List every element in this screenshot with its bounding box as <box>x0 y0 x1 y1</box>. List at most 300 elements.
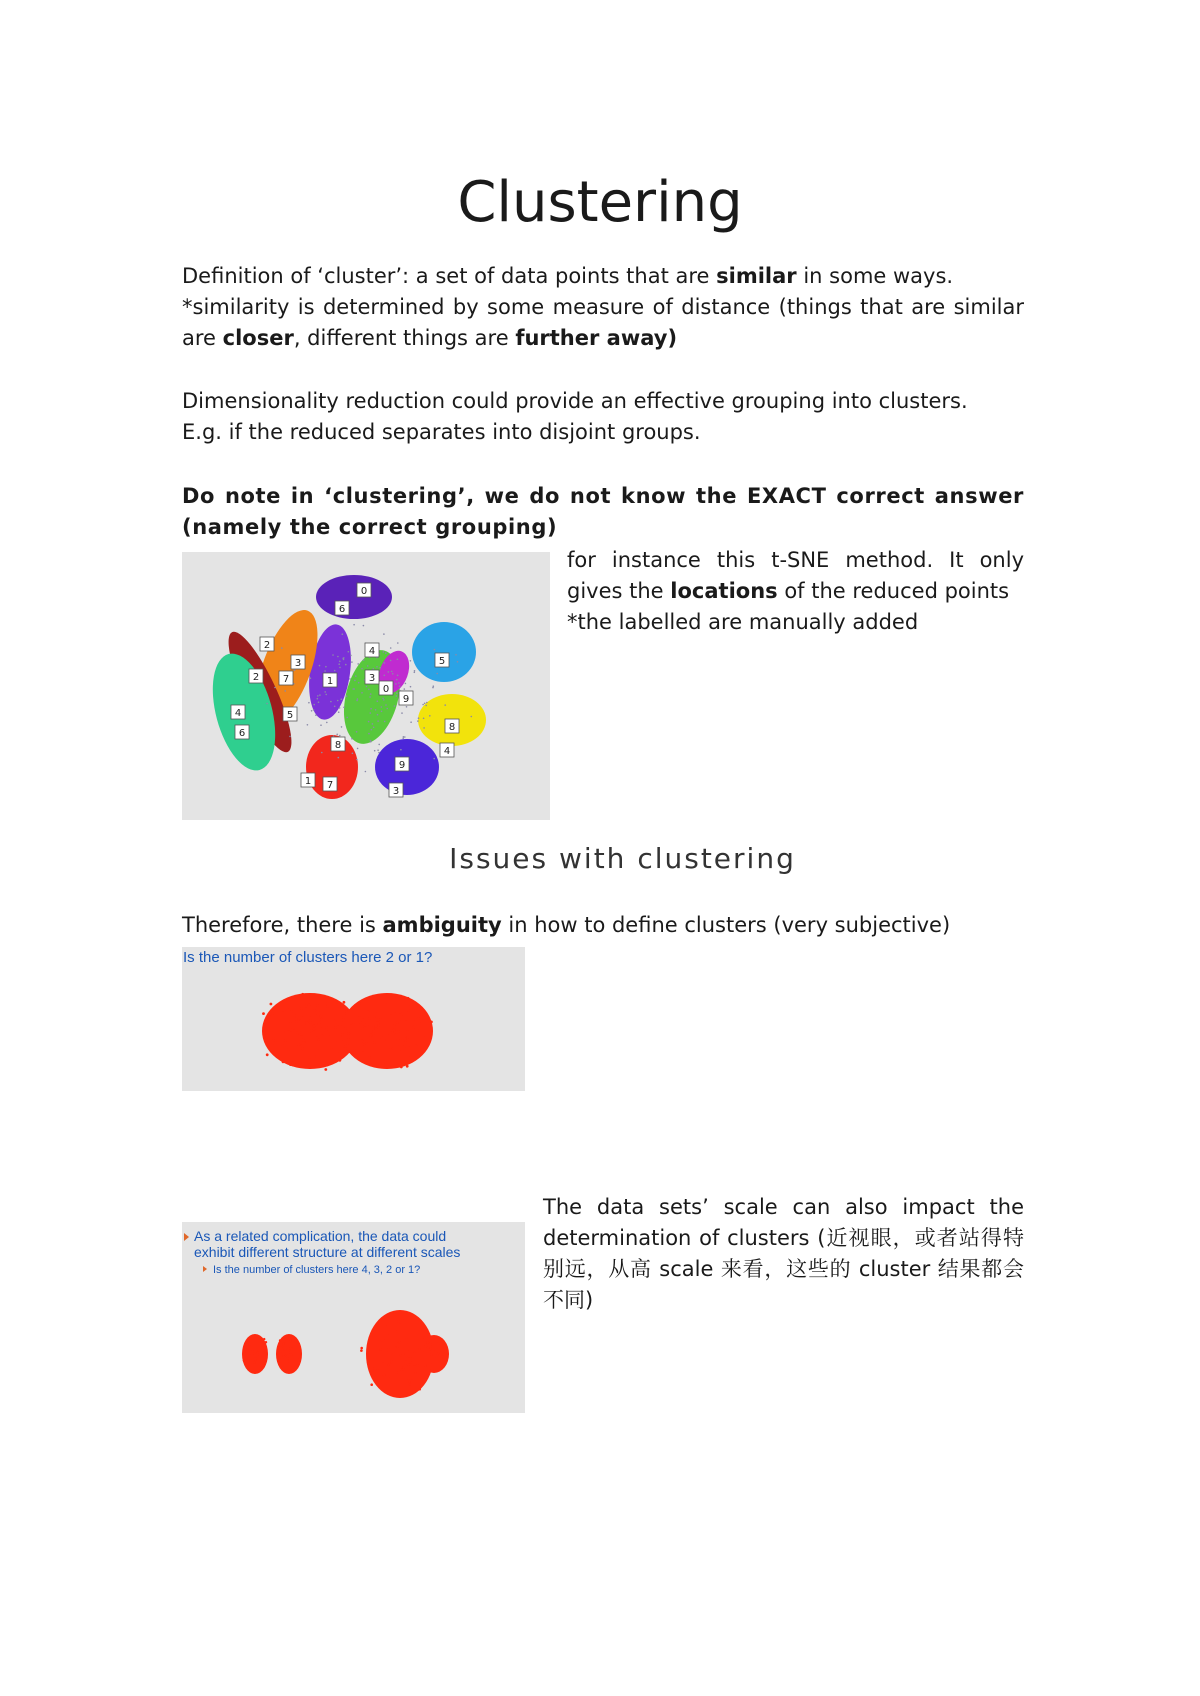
scatter-dot <box>359 1021 362 1024</box>
scatter-dot <box>291 1059 294 1062</box>
scatter-dot <box>407 1009 410 1012</box>
scatter-dot <box>432 687 434 689</box>
scatter-dot <box>377 1042 380 1045</box>
scatter-dot <box>395 1371 398 1374</box>
scatter-dot <box>353 1049 356 1052</box>
scatter-dot <box>319 694 321 696</box>
scatter-dot <box>365 771 367 773</box>
scatter-dot <box>294 1035 297 1038</box>
two-clusters-caption: Is the number of clusters here 2 or 1? <box>183 949 433 966</box>
scatter-dot <box>305 1010 308 1013</box>
scatter-dot <box>346 1042 349 1045</box>
svg-text:8: 8 <box>448 722 456 733</box>
scatter-dot <box>365 1023 368 1026</box>
scatter-dot <box>338 663 340 665</box>
tsne-digit-label <box>440 743 454 757</box>
scatter-dot <box>402 1360 405 1363</box>
scatter-dot <box>288 1360 290 1362</box>
scatter-dot <box>383 1040 386 1043</box>
scatter-dot <box>401 1319 404 1322</box>
scatter-dot <box>361 1018 364 1021</box>
scatter-dot <box>384 1339 387 1342</box>
scatter-dot <box>320 724 322 726</box>
scatter-dot <box>418 1388 421 1391</box>
scatter-dot <box>367 665 369 667</box>
similarity-text: *similarity is determined by some measure of distance (things that are similar are <box>182 295 1024 350</box>
scatter-dot <box>356 759 358 761</box>
scatter-dot <box>423 727 425 729</box>
scatter-dot <box>418 1355 421 1358</box>
scatter-dot <box>310 1029 313 1032</box>
svg-text:9: 9 <box>402 694 410 705</box>
scatter-dot <box>272 1037 275 1040</box>
bullet-icon <box>184 1233 189 1241</box>
ambiguity-keyword: ambiguity <box>382 913 502 937</box>
scatter-dot <box>316 1014 319 1017</box>
scatter-dot <box>408 1349 411 1352</box>
scatter-dot <box>398 682 400 684</box>
scatter-dot <box>324 691 326 693</box>
scatter-dot <box>418 1348 420 1350</box>
scatter-dot <box>283 1355 285 1357</box>
scatter-dot <box>262 1353 264 1355</box>
scatter-dot <box>426 1365 428 1367</box>
scatter-dot <box>376 1369 379 1372</box>
scatter-dot <box>420 1013 423 1016</box>
scatter-dot <box>313 709 315 711</box>
scatter-dot <box>387 1332 390 1335</box>
scatter-dot <box>368 1017 371 1020</box>
scatter-dot <box>392 1033 395 1036</box>
scatter-dot <box>368 733 370 735</box>
scatter-dot <box>284 1340 286 1342</box>
scatter-dot <box>405 1336 408 1339</box>
scatter-dot <box>397 1320 400 1323</box>
scatter-dot <box>431 1362 433 1364</box>
scatter-dot <box>357 748 359 750</box>
scatter-dot <box>386 708 388 710</box>
scatter-dot <box>348 1050 351 1053</box>
svg-text:9: 9 <box>398 760 406 771</box>
scatter-dot <box>358 1002 361 1005</box>
scatter-dot <box>407 997 410 1000</box>
scatter-dot <box>394 1010 397 1013</box>
scatter-dot <box>347 1038 350 1041</box>
scatter-dot <box>325 1028 328 1031</box>
svg-text:0: 0 <box>382 684 390 695</box>
svg-text:3: 3 <box>368 673 376 684</box>
scatter-dot <box>402 737 404 739</box>
scatter-dot <box>371 1045 374 1048</box>
scatter-dot <box>414 1334 417 1337</box>
scatter-dot <box>438 1344 440 1346</box>
scatter-dot <box>316 1048 319 1051</box>
scatter-dot <box>344 1047 347 1050</box>
scatter-dot <box>305 1005 308 1008</box>
scatter-dot <box>404 1029 407 1032</box>
scatter-dot <box>281 647 283 649</box>
scatter-dot <box>380 1036 383 1039</box>
scatter-dot <box>310 677 312 679</box>
scatter-dot <box>356 1012 359 1015</box>
scatter-dot <box>393 1022 396 1025</box>
scatter-dot <box>368 689 370 691</box>
scatter-dot <box>316 1036 319 1039</box>
scatter-dot <box>258 1349 260 1351</box>
scatter-dot <box>358 682 360 684</box>
scatter-dot <box>390 647 392 649</box>
ambiguity-paragraph <box>182 910 1024 941</box>
scatter-dot <box>360 1347 363 1350</box>
scatter-dot <box>367 1010 370 1013</box>
scatter-dot <box>361 668 363 670</box>
scatter-dot <box>393 997 396 1000</box>
tsne-scatter-plot <box>182 552 550 820</box>
scatter-dot <box>385 652 387 654</box>
scatter-dot <box>321 1034 324 1037</box>
scatter-dot <box>301 993 304 996</box>
scatter-dot <box>377 749 379 751</box>
scatter-dot <box>326 1005 329 1008</box>
scatter-dot <box>392 673 394 675</box>
scatter-dot <box>410 1383 413 1386</box>
scatter-dot <box>370 708 372 710</box>
scatter-dot <box>411 1379 414 1382</box>
scatter-dot <box>431 1338 433 1340</box>
scatter-dot <box>289 1020 292 1023</box>
scatter-dot <box>258 1354 260 1356</box>
scatter-dot <box>396 1043 399 1046</box>
scatter-dot <box>406 706 408 708</box>
scatter-dot <box>370 1383 373 1386</box>
scatter-dot <box>434 649 436 651</box>
scatter-dot <box>353 624 355 626</box>
tsne-digit-label <box>389 783 403 797</box>
scatter-dot <box>397 642 399 644</box>
scatter-dot <box>361 692 363 694</box>
scatter-dot <box>360 1349 363 1352</box>
closer-keyword: closer <box>222 326 294 350</box>
scatter-dot <box>349 678 351 680</box>
svg-text:7: 7 <box>326 780 334 791</box>
scatter-dot <box>337 700 339 702</box>
scatter-dot <box>363 659 365 661</box>
scatter-dot <box>383 699 385 701</box>
scatter-dot <box>386 1366 389 1369</box>
scatter-dot <box>393 1352 396 1355</box>
scatter-dot <box>374 750 376 752</box>
scatter-dot <box>373 668 375 670</box>
scatter-dot <box>312 1024 315 1027</box>
scatter-dot <box>439 1349 441 1351</box>
scatter-dot <box>414 670 416 672</box>
scatter-dot <box>268 1015 271 1018</box>
scatter-dot <box>377 1021 380 1024</box>
scatter-dot <box>363 625 365 627</box>
scatter-dot <box>400 1050 403 1053</box>
scatter-dot <box>378 1339 381 1342</box>
scatter-dot <box>311 710 313 712</box>
scatter-dot <box>263 1338 265 1340</box>
tsne-digit-label <box>445 719 459 733</box>
tsne-digit-label <box>249 669 263 683</box>
scatter-dot <box>308 1056 311 1059</box>
scatter-dot <box>290 1010 293 1013</box>
tsne-text: for instance this t-SNE method. It only gives the <box>567 548 1024 603</box>
scatter-dot <box>413 1352 416 1355</box>
scatter-dot <box>396 692 398 694</box>
scatter-dot <box>377 714 379 716</box>
scatter-dot <box>292 1029 295 1032</box>
scatter-dot <box>410 660 412 662</box>
tsne-digit-label <box>279 671 293 685</box>
scatter-dot <box>274 687 276 689</box>
scatter-dot <box>350 1022 353 1025</box>
scatter-dot <box>409 1361 412 1364</box>
tsne-digit-label <box>395 757 409 771</box>
scatter-dot <box>399 1044 402 1047</box>
scatter-dot <box>315 714 317 716</box>
scatter-dot <box>414 1008 417 1011</box>
scatter-dot <box>302 1039 305 1042</box>
scatter-dot <box>290 1354 292 1356</box>
tsne-figure <box>182 552 550 820</box>
scatter-dot <box>390 1361 393 1364</box>
svg-text:8: 8 <box>334 740 342 751</box>
scatter-dot <box>418 1020 421 1023</box>
svg-text:3: 3 <box>294 658 302 669</box>
scatter-dot <box>392 1368 395 1371</box>
scatter-dot <box>279 1352 281 1354</box>
scatter-dot <box>400 1066 403 1069</box>
scatter-dot <box>369 1034 372 1037</box>
tsne-digit-label <box>231 705 245 719</box>
scatter-dot <box>405 683 407 685</box>
scatter-dot <box>396 1330 399 1333</box>
svg-text:4: 4 <box>368 646 376 657</box>
scatter-dot <box>356 731 358 733</box>
scatter-dot <box>400 749 402 751</box>
scatter-dot <box>286 1006 289 1009</box>
section-heading: Issues with clustering <box>449 842 796 875</box>
scatter-dot <box>373 1367 376 1370</box>
scatter-dot <box>377 700 379 702</box>
svg-text:3: 3 <box>392 786 400 797</box>
scatter-dot <box>393 1029 396 1032</box>
scatter-dot <box>422 1035 425 1038</box>
scatter-dot <box>286 1356 288 1358</box>
scatter-dot <box>273 1044 276 1047</box>
scatter-dot <box>255 1357 257 1359</box>
scatter-dot <box>407 1377 410 1380</box>
scatter-dot <box>394 705 396 707</box>
scatter-dot <box>388 1034 391 1037</box>
scatter-dot <box>352 753 354 755</box>
scatter-dot <box>433 685 435 687</box>
scatter-dot <box>390 1363 393 1366</box>
scatter-dot <box>413 1363 416 1366</box>
scatter-dot <box>361 1015 364 1018</box>
scatter-dot <box>426 1356 428 1358</box>
scatter-dot <box>436 1341 438 1343</box>
scatter-dot <box>375 709 377 711</box>
svg-text:0: 0 <box>360 586 368 597</box>
scatter-dot <box>289 1338 291 1340</box>
scatter-dot <box>389 1048 392 1051</box>
scatter-dot <box>334 670 336 672</box>
scatter-dot <box>403 736 405 738</box>
definition-text: Definition of ‘cluster’: a set of data points that are <box>182 264 717 288</box>
scatter-dot <box>274 1039 277 1042</box>
scatter-dot <box>342 1016 345 1019</box>
tsne-digit-label <box>235 725 249 739</box>
scatter-dot <box>295 1020 298 1023</box>
scatter-dot <box>294 996 297 999</box>
scatter-dot <box>262 1364 264 1366</box>
sub-bullet-icon <box>203 1266 207 1272</box>
scatter-dot <box>400 1333 403 1336</box>
scatter-dot <box>300 1009 303 1012</box>
scatter-dot <box>351 738 353 740</box>
scatter-dot <box>308 1003 311 1006</box>
scatter-dot <box>287 1048 290 1051</box>
scatter-dot <box>249 1358 251 1360</box>
scatter-dot <box>415 1350 418 1353</box>
scatter-dot <box>406 1036 409 1039</box>
scatter-dot <box>291 1367 293 1369</box>
scatter-dot <box>341 726 343 728</box>
scatter-dot <box>405 1020 408 1023</box>
scatter-dot <box>334 1026 337 1029</box>
scatter-dot <box>318 701 320 703</box>
scatter-dot <box>384 662 386 664</box>
scatter-dot <box>339 667 341 669</box>
scatter-dot <box>344 1027 347 1030</box>
scatter-dot <box>396 695 398 697</box>
scatter-dot <box>424 1365 426 1367</box>
scatter-dot <box>282 1060 285 1063</box>
scatter-dot <box>352 1023 355 1026</box>
scatter-dot <box>370 712 372 714</box>
scatter-dot <box>376 666 378 668</box>
ambiguity-text: Therefore, there is <box>182 913 383 937</box>
scatter-dot <box>418 1029 421 1032</box>
scatter-dot <box>429 715 431 717</box>
scatter-dot <box>398 1020 401 1023</box>
tsne-digit-label <box>323 673 337 687</box>
scatter-dot <box>370 1031 373 1034</box>
scatter-dot <box>391 1358 394 1361</box>
scatter-dot <box>261 1347 263 1349</box>
scatter-dot <box>284 1031 287 1034</box>
dimensionality-line-1: Dimensionality reduction could provide an effective grouping into clusters. <box>182 389 968 413</box>
dimensionality-line-2: E.g. if the reduced separates into disjoint groups. <box>182 420 701 444</box>
tsne-digit-label <box>301 773 315 787</box>
scatter-dot <box>431 1343 433 1345</box>
scatter-dot <box>346 695 348 697</box>
scatter-dot <box>246 1348 248 1350</box>
scatter-dot <box>339 735 341 737</box>
tsne-digit-label <box>379 681 393 695</box>
svg-text:6: 6 <box>238 728 246 739</box>
scatter-dot <box>423 718 425 720</box>
scatter-dot <box>378 744 380 746</box>
scatter-dot <box>371 729 373 731</box>
scale-caption-line-2: exhibit different structure at different scales <box>194 1244 461 1260</box>
scatter-dot <box>406 1065 409 1068</box>
scatter-dot <box>381 711 383 713</box>
tsne-digit-label <box>365 643 379 657</box>
svg-text:5: 5 <box>438 656 446 667</box>
scatter-dot <box>384 1002 387 1005</box>
tsne-digit-label <box>357 583 371 597</box>
scale-caption-line-3: Is the number of clusters here 4, 3, 2 or 1? <box>213 1264 421 1276</box>
scatter-dot <box>362 1049 365 1052</box>
scatter-dot <box>429 1030 432 1033</box>
scatter-dot <box>249 1354 251 1356</box>
scatter-dot <box>280 1346 282 1348</box>
scatter-dot <box>366 686 368 688</box>
dimensionality-paragraph <box>182 386 1024 448</box>
scatter-dot <box>330 1046 333 1049</box>
similar-keyword: similar <box>716 264 797 288</box>
scatter-dot <box>354 680 356 682</box>
scatter-dot <box>298 1016 301 1019</box>
scatter-dot <box>345 664 347 666</box>
scatter-dot <box>365 1042 368 1045</box>
scatter-dot <box>388 1382 391 1385</box>
scatter-dot <box>302 1042 305 1045</box>
scatter-dot <box>326 722 328 724</box>
two-clusters-figure <box>182 947 525 1091</box>
svg-text:4: 4 <box>234 708 242 719</box>
scatter-dot <box>313 1009 316 1012</box>
scatter-dot <box>357 663 359 665</box>
scatter-dot <box>399 1338 402 1341</box>
scatter-dot <box>341 1033 344 1036</box>
scatter-dot <box>323 1038 326 1041</box>
scatter-dot <box>343 657 345 659</box>
scatter-dot <box>254 1351 256 1353</box>
scatter-dot <box>289 1063 292 1066</box>
scatter-dot <box>297 1045 300 1048</box>
scatter-dot <box>324 1068 327 1071</box>
scatter-dot <box>397 659 399 661</box>
scatter-dot <box>297 1358 299 1360</box>
scatter-dot <box>407 1046 410 1049</box>
scatter-dot <box>408 1355 411 1358</box>
scatter-dot <box>410 686 412 688</box>
scatter-dot <box>374 1011 377 1014</box>
scatter-dot <box>398 1341 401 1344</box>
scatter-dot <box>401 1370 404 1373</box>
svg-text:1: 1 <box>304 776 312 787</box>
tsne-digit-label <box>260 637 274 651</box>
scatter-dot <box>384 675 386 677</box>
scatter-dot <box>396 1039 399 1042</box>
scatter-dot <box>377 1024 380 1027</box>
two-clusters-plot <box>182 947 525 1091</box>
scatter-dot <box>384 721 386 723</box>
scatter-dot <box>396 679 398 681</box>
scatter-dot <box>414 1018 417 1021</box>
scatter-dot <box>243 1359 245 1361</box>
scatter-dot <box>434 1356 436 1358</box>
further-away-keyword: further away) <box>515 326 678 350</box>
scatter-dot <box>352 688 354 690</box>
scatter-dot <box>378 752 380 754</box>
scatter-dot <box>382 1362 385 1365</box>
